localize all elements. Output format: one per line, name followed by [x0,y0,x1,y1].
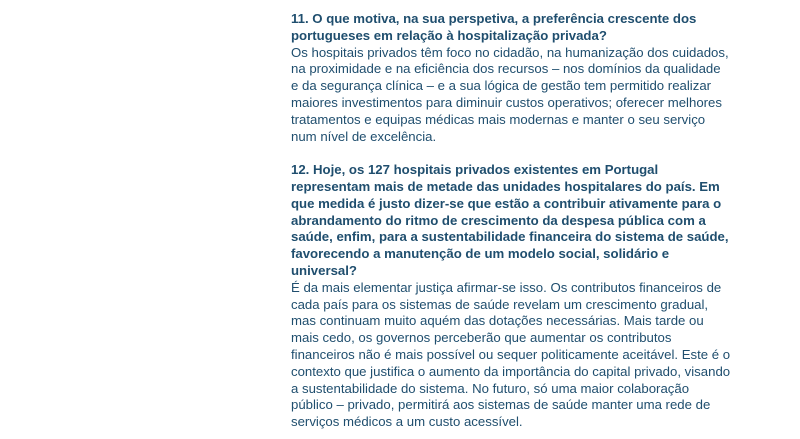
answer-12: É da mais elementar justiça afirmar-se isso. Os contributos financeiros de cada país para os sistemas de saúde revelam um crescimento gradual, mas continuam muito aquém das dotações necessárias. Mais tarde ou mais cedo, os governos perceberão que aumentar os contributos financeiros não é mais possível ou sequer politicamente aceitável. Este é o contexto que justifica o aumento da importância do capital privado, visando a sustentabilidade do sistema. No futuro, só uma maior colaboração público – privado, permitirá aos sistemas de saúde manter uma rede de serviços médicos a um custo acessível. [291,279,731,430]
qa-item-12 [291,162,731,431]
qa-item-11 [291,11,731,145]
answer-11: Os hospitais privados têm foco no cidadão, na humanização dos cuidados, na proximidade e na eficiência dos recursos – nos domínios da qualidade e da segurança clínica – e a sua lógica de gestão tem permitido realizar maiores investimentos para diminuir custos operativos; oferecer melhores tratamentos e equipas médicas mais modernas e manter o seu serviço num nível de excelência. [291,44,729,144]
question-12: 12. Hoje, os 127 hospitais privados existentes em Portugal representam mais de metade das unidades hospitalares do país. Em que medida é justo dizer-se que estão a contribuir ativamente para o abrandamento do ritmo de crescimento da despesa pública com a saúde, enfim, para a sustentabilidade financeira do sistema de saúde, favorecendo a manutenção de um modelo social, solidário e universal? [291,162,729,278]
question-11: 11. O que motiva, na sua perspetiva, a preferência crescente dos portugueses em relação à hospitalização privada? [291,11,697,43]
article-body [291,11,731,431]
